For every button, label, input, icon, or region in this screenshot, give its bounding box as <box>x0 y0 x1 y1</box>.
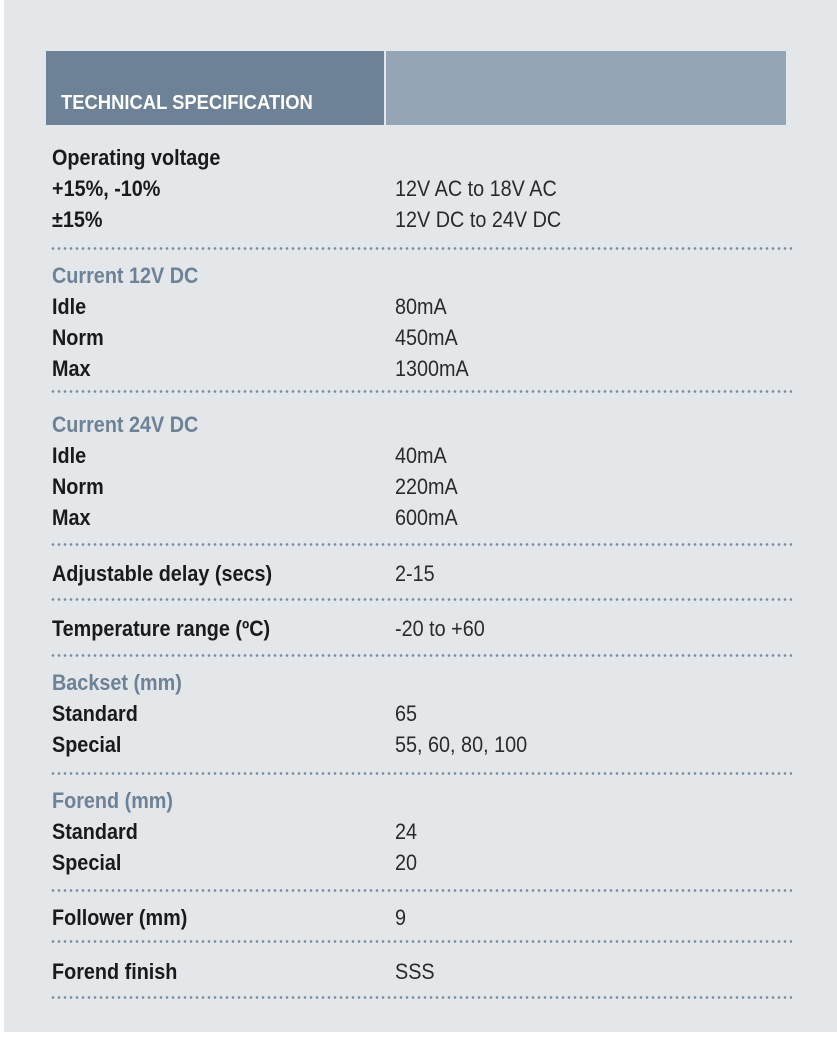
dotted-divider <box>50 940 792 943</box>
spec-label: Idle <box>52 294 87 319</box>
follower-value: 9 <box>395 905 407 930</box>
dotted-divider <box>50 390 792 393</box>
dotted-divider <box>50 996 792 999</box>
current24-title-row <box>52 410 792 440</box>
dotted-divider <box>50 772 792 775</box>
spec-row <box>52 174 792 204</box>
voltage-title-row <box>52 143 792 173</box>
voltage-title: Operating voltage <box>52 145 221 170</box>
spec-row <box>52 323 792 353</box>
follower-label: Follower (mm) <box>52 905 188 930</box>
dotted-divider <box>50 543 792 546</box>
temperature-label: Temperature range (ºC) <box>52 616 271 641</box>
spec-value: 24 <box>395 819 418 844</box>
spec-value: 12V AC to 18V AC <box>395 176 557 201</box>
spec-label: Norm <box>52 474 104 499</box>
forend-title: Forend (mm) <box>52 788 174 813</box>
current12-title: Current 12V DC <box>52 263 199 288</box>
follower-row <box>52 903 792 933</box>
spec-value: 40mA <box>395 443 447 468</box>
spec-row <box>52 730 792 760</box>
spec-label: Idle <box>52 443 87 468</box>
spec-value: 1300mA <box>395 356 469 381</box>
spec-row <box>52 472 792 502</box>
delay-row <box>52 559 792 589</box>
spec-value: 65 <box>395 701 418 726</box>
spec-value: 600mA <box>395 505 458 530</box>
spec-value: 450mA <box>395 325 458 350</box>
spec-value: 220mA <box>395 474 458 499</box>
spec-label: Max <box>52 356 91 381</box>
current24-title: Current 24V DC <box>52 412 199 437</box>
spec-label: Special <box>52 850 122 875</box>
spec-value: 12V DC to 24V DC <box>395 207 562 232</box>
header-title-block <box>46 51 384 125</box>
spec-row <box>52 292 792 322</box>
temperature-row <box>52 614 792 644</box>
spec-label: Special <box>52 732 122 757</box>
spec-row <box>52 205 792 235</box>
header-right-block <box>386 51 786 125</box>
delay-label: Adjustable delay (secs) <box>52 561 273 586</box>
spec-value: 80mA <box>395 294 447 319</box>
spec-header <box>46 51 786 125</box>
spec-label: Norm <box>52 325 104 350</box>
backset-title-row <box>52 668 792 698</box>
header-title: TECHNICAL SPECIFICATION <box>61 92 313 114</box>
spec-row <box>52 848 792 878</box>
dotted-divider <box>50 598 792 601</box>
spec-label: ±15% <box>52 207 103 232</box>
delay-value: 2-15 <box>395 561 435 586</box>
current12-title-row <box>52 261 792 291</box>
spec-value: 55, 60, 80, 100 <box>395 732 528 757</box>
spec-row <box>52 817 792 847</box>
finish-value: SSS <box>395 959 435 984</box>
dotted-divider <box>50 654 792 657</box>
temperature-value: -20 to +60 <box>395 616 485 641</box>
backset-title: Backset (mm) <box>52 670 182 695</box>
spec-value: 20 <box>395 850 418 875</box>
spec-label: Standard <box>52 701 138 726</box>
finish-row <box>52 957 792 987</box>
forend-title-row <box>52 786 792 816</box>
spec-label: +15%, -10% <box>52 176 161 201</box>
spec-row <box>52 441 792 471</box>
spec-row <box>52 503 792 533</box>
spec-label: Standard <box>52 819 138 844</box>
dotted-divider <box>50 247 792 250</box>
spec-row <box>52 354 792 384</box>
finish-label: Forend finish <box>52 959 178 984</box>
spec-row <box>52 699 792 729</box>
dotted-divider <box>50 889 792 892</box>
spec-label: Max <box>52 505 91 530</box>
